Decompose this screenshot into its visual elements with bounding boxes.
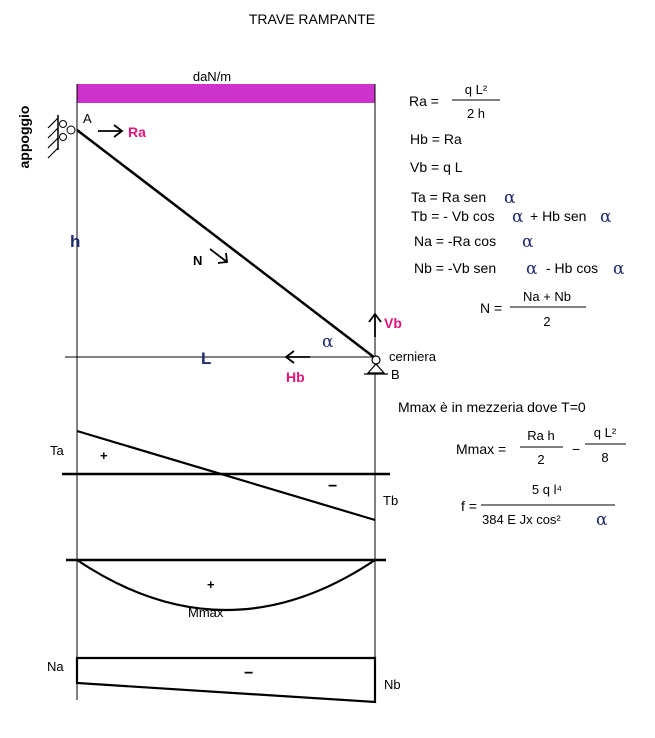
formula-Ta — [411, 188, 516, 208]
angle-alpha-label: α — [322, 332, 334, 352]
svg-text:Ta = Ra sen: Ta = Ra sen — [411, 189, 487, 205]
svg-text:α: α — [596, 510, 608, 530]
formula-N — [480, 289, 586, 329]
reaction-Hb-arrow — [286, 351, 310, 363]
svg-text:Nb = -Vb sen: Nb = -Vb sen — [414, 260, 497, 276]
reaction-Vb-arrow — [369, 314, 381, 337]
reaction-Vb-label: Vb — [384, 315, 402, 331]
moment-Mmax-label: Mmax — [188, 605, 224, 620]
hinge-label-cerniera: cerniera — [389, 349, 436, 364]
svg-text:α: α — [526, 259, 538, 279]
mmax-note: Mmax è in mezzeria dove T=0 — [398, 399, 586, 415]
formula-Tb — [411, 207, 612, 227]
svg-text:Ra =: Ra = — [409, 93, 439, 109]
svg-text:f =: f = — [461, 498, 477, 514]
svg-text:- Hb cos: - Hb cos — [546, 260, 599, 276]
load-unit-label: daN/m — [192, 69, 232, 84]
svg-text:5 q l⁴: 5 q l⁴ — [531, 482, 563, 497]
formula-Hb: Hb = Ra — [410, 131, 462, 147]
shear-plus-sign: + — [100, 448, 108, 463]
svg-text:8: 8 — [601, 450, 609, 465]
svg-text:α: α — [600, 207, 612, 227]
svg-text:2: 2 — [537, 452, 545, 467]
diagram-title: TRAVE RAMPANTE — [248, 11, 376, 27]
svg-text:Na + Nb: Na + Nb — [522, 289, 572, 304]
moment-diagram-parabola — [77, 560, 375, 610]
hinge-B-support — [364, 356, 388, 374]
svg-text:Na = -Ra cos: Na = -Ra cos — [414, 233, 497, 249]
height-h-label: h — [70, 232, 81, 251]
axial-N-arrow — [210, 249, 227, 263]
shear-diagram-line — [77, 431, 375, 520]
axial-Nb-label: Nb — [384, 677, 401, 692]
svg-text:+ Hb sen: + Hb sen — [530, 208, 587, 224]
axial-N-label: N — [193, 253, 203, 268]
svg-text:−: − — [572, 441, 581, 457]
reaction-Ra-label: Ra — [128, 124, 146, 140]
reaction-Hb-label: Hb — [286, 369, 305, 385]
point-B-label: B — [391, 367, 400, 382]
axial-minus-sign: − — [244, 665, 254, 682]
axial-Na-label: Na — [47, 659, 64, 674]
axial-diagram-trapezoid — [77, 658, 375, 702]
svg-text:Ra h: Ra h — [527, 428, 555, 443]
formula-Mmax — [456, 425, 626, 467]
svg-text:2: 2 — [543, 314, 551, 329]
span-L-label: L — [201, 349, 212, 368]
svg-text:Tb = - Vb cos: Tb = - Vb cos — [411, 208, 495, 224]
shear-Tb-label: Tb — [383, 493, 399, 508]
svg-text:2 h: 2 h — [466, 106, 486, 121]
moment-plus-sign: + — [207, 577, 215, 592]
svg-text:α: α — [522, 232, 534, 252]
formula-Vb: Vb = q L — [410, 159, 463, 175]
svg-text:N =: N = — [480, 300, 503, 316]
formula-deflection-f — [461, 482, 615, 530]
inclined-beam — [77, 130, 375, 358]
formula-Na — [414, 232, 534, 252]
support-A-roller — [48, 115, 75, 158]
svg-text:α: α — [613, 259, 625, 279]
svg-text:q L²: q L² — [464, 82, 488, 97]
support-label-appoggio: appoggio — [16, 105, 32, 169]
reaction-Ra-arrow — [98, 125, 122, 137]
shear-minus-sign: − — [328, 478, 338, 495]
shear-Ta-label: Ta — [50, 443, 64, 458]
formula-Nb — [414, 259, 625, 279]
svg-text:384 E Jx cos²: 384 E Jx cos² — [482, 512, 561, 527]
svg-text:α: α — [504, 188, 516, 208]
svg-text:α: α — [512, 207, 524, 227]
point-A-label: A — [83, 111, 92, 126]
svg-text:Mmax =: Mmax = — [456, 441, 507, 457]
svg-text:q L²: q L² — [593, 425, 617, 440]
distributed-load-bar — [77, 84, 375, 103]
formula-Ra — [409, 82, 500, 121]
